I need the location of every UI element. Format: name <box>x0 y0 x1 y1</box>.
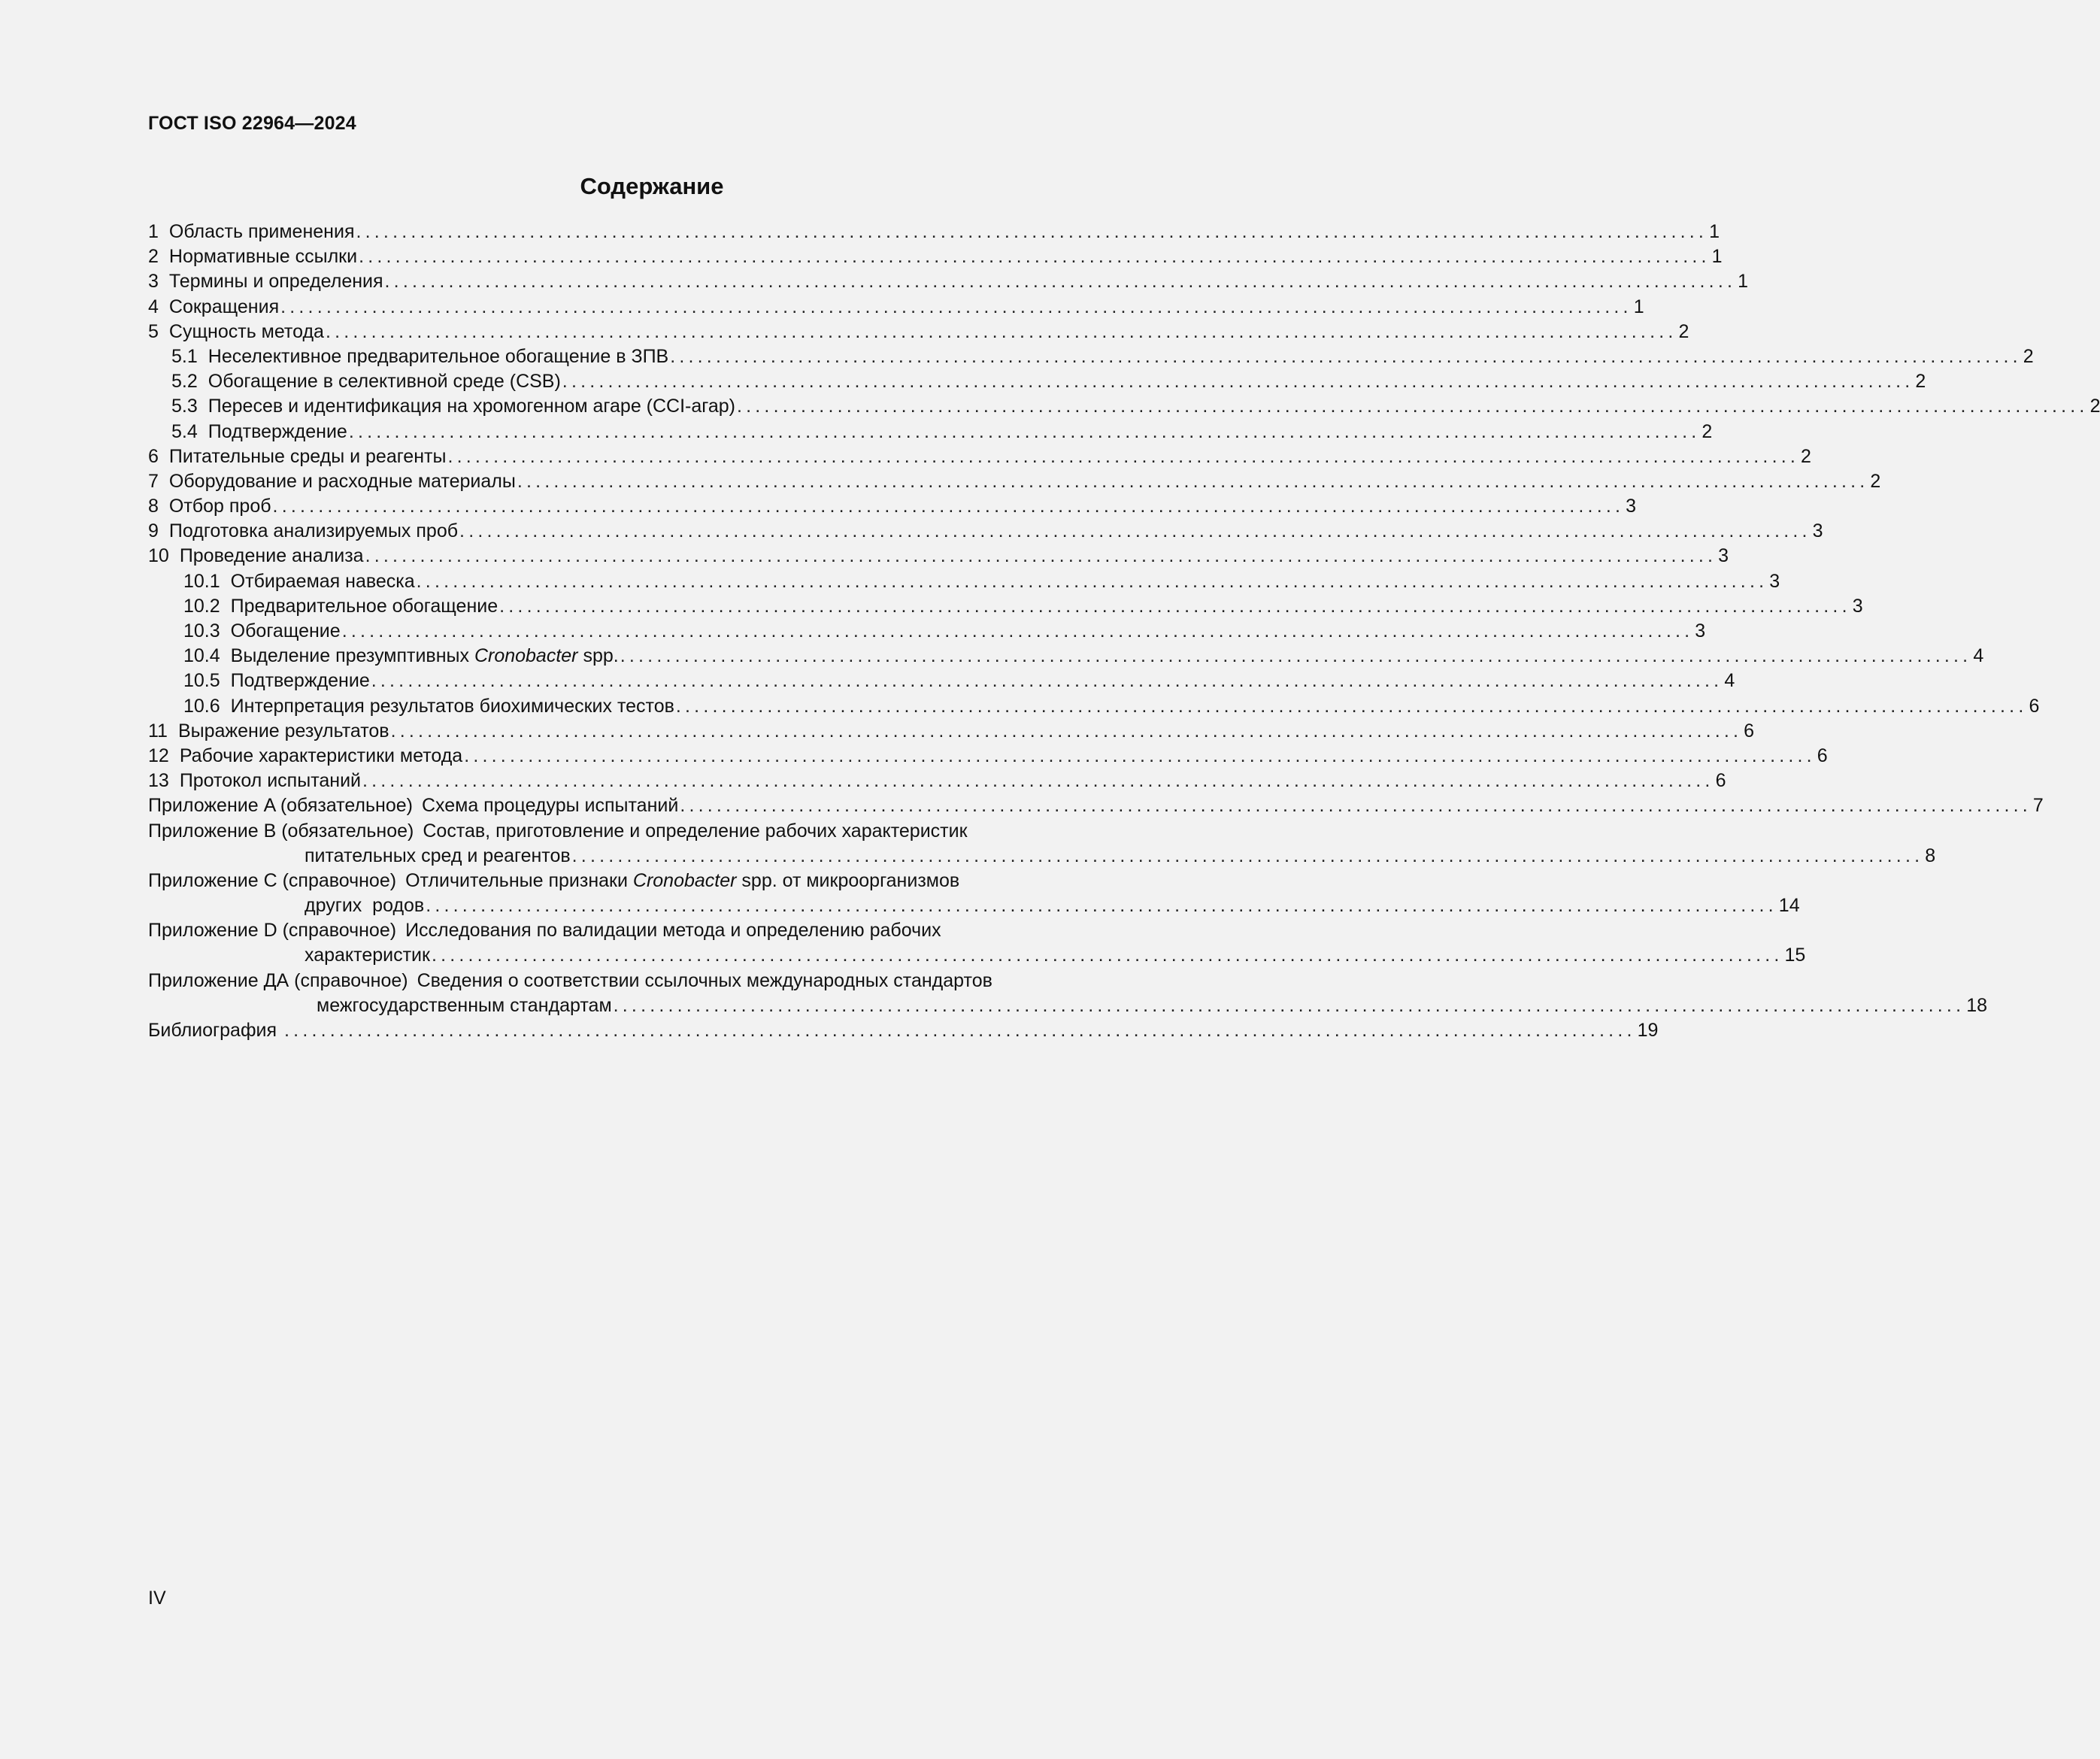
toc-entry-page: 7 <box>2032 795 2044 817</box>
toc-entry[interactable]: 12 Рабочие характеристики метода .................................................................................................................................................... 6 <box>148 744 1154 769</box>
dot-leader: .................................................................................................................................................... <box>680 795 2032 817</box>
dot-leader: .................................................................................................................................................... <box>390 720 1743 742</box>
appendix-label: Приложение B (обязательное) <box>148 820 414 842</box>
toc-entry-page: 2 <box>2089 396 2100 417</box>
toc-entry-page: 2 <box>1915 371 1926 393</box>
toc-entry[interactable]: 11 Выражение результатов .................................................................................................................................................... 6 <box>148 719 1154 744</box>
dot-leader: .................................................................................................................................................... <box>416 570 1768 592</box>
toc-entry-title: Подтверждение <box>208 420 347 442</box>
toc-title: Содержание <box>580 173 724 199</box>
italic-genus-name: Cronobacter <box>632 869 737 891</box>
dot-leader: .................................................................................................................................................... <box>736 396 2089 417</box>
toc-entry[interactable]: 10.2 Предварительное обогащение .................................................................................................................................................... 3 <box>148 594 1154 619</box>
toc-entry-title: Сущность метода <box>168 320 324 342</box>
toc-entry[interactable]: 5.3 Пересев и идентификация на хромогенном агаре (CCI-агар) .................................................................................................................................................... 2 <box>148 394 1154 419</box>
toc-entry-page: 6 <box>2029 695 2040 717</box>
dot-leader: .................................................................................................................................................... <box>571 845 1924 866</box>
dot-leader: .................................................................................................................................................... <box>280 296 1632 317</box>
appendix-title-cont: питательных сред и реагентов <box>305 845 571 866</box>
dot-leader: .................................................................................................................................................... <box>325 320 1677 342</box>
dot-leader: .................................................................................................................................................... <box>359 246 1711 268</box>
dot-leader: .................................................................................................................................................... <box>362 770 1714 792</box>
toc-entry[interactable]: 9 Подготовка анализируемых проб .................................................................................................................................................... 3 <box>148 519 1154 544</box>
toc-entry-title: Подтверждение <box>230 670 370 692</box>
toc-entry[interactable]: 4 Сокращения .................................................................................................................................................... 1 <box>148 295 1154 320</box>
toc-entry[interactable]: 6 Питательные среды и реагенты .................................................................................................................................................... 2 <box>148 444 1154 469</box>
toc-entry-page: 6 <box>1715 770 1726 792</box>
toc-entry-title: Обогащение <box>230 620 341 641</box>
toc-entry-title: Выражение результатов <box>177 720 389 742</box>
toc-entry-title: Интерпретация результатов биохимических тестов <box>230 695 674 717</box>
toc-entry-title: Протокол испытаний <box>179 770 361 792</box>
toc-entry-title: Питательные среды и реагенты <box>168 445 447 467</box>
toc-entry[interactable]: 5 Сущность метода .................................................................................................................................................... 2 <box>148 320 1154 344</box>
toc-entry-page: 1 <box>1711 246 1723 268</box>
toc-appendix-c[interactable]: Приложение C (справочное) Отличительные признаки Cronobacter spp. от микроорганизмов <box>148 869 960 891</box>
dot-leader: .................................................................................................................................................... <box>365 545 1717 567</box>
toc-entry[interactable]: 10.3 Обогащение .................................................................................................................................................... 3 <box>148 619 1154 644</box>
appendix-title-cont: характеристик <box>305 945 430 966</box>
appendix-label: Приложение A (обязательное) <box>148 795 413 817</box>
toc-entry-page: 3 <box>1769 570 1780 592</box>
toc-entry-title: Область применения <box>168 221 355 242</box>
toc-entry-page: 6 <box>1744 720 1755 742</box>
dot-leader: .................................................................................................................................................... <box>675 695 2028 717</box>
appendix-title: Отличительные признаки <box>405 869 628 891</box>
toc-entry[interactable]: 5.1 Неселективное предварительное обогащение в ЗПВ .................................................................................................................................................... 2 <box>148 344 1154 369</box>
toc-entry-title: Предварительное обогащение <box>230 595 498 617</box>
dot-leader: .................................................................................................................................................... <box>348 420 1701 442</box>
appendix-label: Приложение D (справочное) <box>148 920 397 942</box>
toc-entry-page: 14 <box>1778 895 1800 917</box>
dot-leader: .................................................................................................................................................... <box>426 895 1777 917</box>
toc-entry-page: 3 <box>1852 595 1863 617</box>
page-number: IV <box>148 1588 166 1609</box>
dot-leader: .................................................................................................................................................... <box>464 745 1816 766</box>
toc-entry[interactable]: 7 Оборудование и расходные материалы .................................................................................................................................................... 2 <box>148 469 1154 494</box>
toc-appendix-d-continuation[interactable] <box>148 943 1806 968</box>
toc-bibliography[interactable] <box>148 1018 1659 1043</box>
toc-entry[interactable]: 10.1 Отбираемая навеска .................................................................................................................................................... 3 <box>148 569 1154 594</box>
toc-entry-title: Оборудование и расходные материалы <box>168 470 516 492</box>
toc-entry[interactable]: 10 Проведение анализа .................................................................................................................................................... 3 <box>148 544 1154 569</box>
toc-appendix-c-continuation[interactable] <box>148 893 1800 918</box>
toc-entry-page: 1 <box>1709 221 1720 242</box>
appendix-label: Приложение ДА (справочное) <box>148 969 408 991</box>
toc-entry-page: 2 <box>1678 320 1689 342</box>
toc-entry-page: 3 <box>1812 520 1823 542</box>
dot-leader: .................................................................................................................................................... <box>613 994 1965 1016</box>
toc-entry[interactable]: 10.4 Выделение презумптивных Cronobacter spp. .................................................................................................................................................... 4 <box>148 644 1154 669</box>
toc-entry-page: 6 <box>1817 745 1828 766</box>
toc-entry-page: 2 <box>1702 420 1713 442</box>
toc-entry-page: 2 <box>1870 470 1881 492</box>
dot-leader: .................................................................................................................................................... <box>562 371 1914 393</box>
toc-entry[interactable]: 10.6 Интерпретация результатов биохимических тестов .................................................................................................................................................... 6 <box>148 694 1154 719</box>
toc-entry-page: 19 <box>1637 1020 1659 1041</box>
toc-entry[interactable]: 3 Термины и определения .................................................................................................................................................... 1 <box>148 269 1154 294</box>
appendix-title: Схема процедуры испытаний <box>421 795 679 817</box>
toc-appendix-b[interactable] <box>148 819 1154 844</box>
toc-appendix-d[interactable] <box>148 918 1154 943</box>
document-code-header: ГОСТ ISO 22964—2024 <box>148 113 356 134</box>
toc-entry-page: 8 <box>1925 845 1936 866</box>
toc-appendix-a[interactable] <box>148 793 2044 818</box>
appendix-title: Сведения о соответствии ссылочных международных стандартов <box>417 969 992 991</box>
table-of-contents <box>148 220 2100 1043</box>
toc-entry[interactable]: 5.4 Подтверждение .................................................................................................................................................... 2 <box>148 420 1154 444</box>
toc-entry-page: 2 <box>1801 445 1811 467</box>
toc-entry-page: 3 <box>1718 545 1729 567</box>
dot-leader: .................................................................................................................................................... <box>384 271 1737 293</box>
toc-entry-page: 4 <box>1724 670 1735 692</box>
toc-entry-page: 4 <box>1973 645 1984 667</box>
toc-entry[interactable]: 1 Область применения .................................................................................................................................................... 1 <box>148 220 1154 244</box>
toc-entry-title: Нормативные ссылки <box>168 246 358 268</box>
toc-entry-title: Обогащение в селективной среде (CSB) <box>208 371 561 393</box>
appendix-title-cont: других родов <box>305 895 425 917</box>
toc-entry-title: Термины и определения <box>168 271 383 293</box>
dot-leader: .................................................................................................................................................... <box>620 645 1972 667</box>
dot-leader: .................................................................................................................................................... <box>459 520 1811 542</box>
dot-leader: .................................................................................................................................................... <box>670 345 2022 367</box>
dot-leader: .................................................................................................................................................... <box>284 1020 1636 1041</box>
toc-entry-page: 2 <box>2023 345 2034 367</box>
toc-entry-title: Проведение анализа <box>179 545 364 567</box>
dot-leader: .................................................................................................................................................... <box>431 945 1783 966</box>
toc-entry-page: 1 <box>1633 296 1644 317</box>
toc-entry[interactable]: 5.2 Обогащение в селективной среде (CSB) .................................................................................................................................................... 2 <box>148 369 1154 394</box>
appendix-label: Приложение C (справочное) <box>148 869 397 891</box>
appendix-title: Исследования по валидации метода и определению рабочих <box>405 920 941 942</box>
toc-entry[interactable]: 10.5 Подтверждение .................................................................................................................................................... 4 <box>148 669 1154 693</box>
toc-appendix-da[interactable] <box>148 969 1154 993</box>
toc-entry-title: Рабочие характеристики метода <box>179 745 463 766</box>
dot-leader: .................................................................................................................................................... <box>499 595 1851 617</box>
dot-leader: .................................................................................................................................................... <box>272 496 1625 517</box>
toc-entry-page: 3 <box>1695 620 1706 641</box>
dot-leader: .................................................................................................................................................... <box>356 221 1708 242</box>
toc-entry-title: Сокращения <box>168 296 280 317</box>
toc-entry-page: 3 <box>1626 496 1637 517</box>
toc-entry[interactable]: 2 Нормативные ссылки .................................................................................................................................................... 1 <box>148 244 1154 269</box>
bibliography-title: Библиография <box>148 1020 277 1041</box>
appendix-title: Состав, приготовление и определение рабочих характеристик <box>423 820 968 842</box>
toc-entry-page: 1 <box>1738 271 1749 293</box>
toc-entry-title: Пересев и идентификация на хромогенном агаре (CCI-агар) <box>208 396 735 417</box>
italic-genus-name: Cronobacter <box>474 645 578 667</box>
toc-appendix-b-continuation[interactable] <box>148 844 1936 869</box>
toc-entry-page: 15 <box>1784 945 1806 966</box>
toc-entry-title: Выделение презумптивных <box>230 645 469 667</box>
toc-entry-title: Неселективное предварительное обогащение в ЗПВ <box>208 345 669 367</box>
appendix-title-cont: межгосударственным стандартам <box>317 994 612 1016</box>
dot-leader: .................................................................................................................................................... <box>371 670 1723 692</box>
dot-leader: .................................................................................................................................................... <box>517 470 1869 492</box>
toc-appendix-da-continuation[interactable] <box>148 993 1988 1018</box>
toc-entry-title: Отбор проб <box>168 496 271 517</box>
dot-leader: .................................................................................................................................................... <box>447 445 1800 467</box>
toc-entry-title: Отбираемая навеска <box>230 570 415 592</box>
dot-leader: .................................................................................................................................................... <box>341 620 1694 641</box>
toc-entry-title: Подготовка анализируемых проб <box>168 520 459 542</box>
toc-entry[interactable]: 8 Отбор проб .................................................................................................................................................... 3 <box>148 494 1154 519</box>
toc-entry-page: 18 <box>1966 994 1988 1016</box>
toc-entry[interactable]: 13 Протокол испытаний .................................................................................................................................................... 6 <box>148 769 1154 793</box>
